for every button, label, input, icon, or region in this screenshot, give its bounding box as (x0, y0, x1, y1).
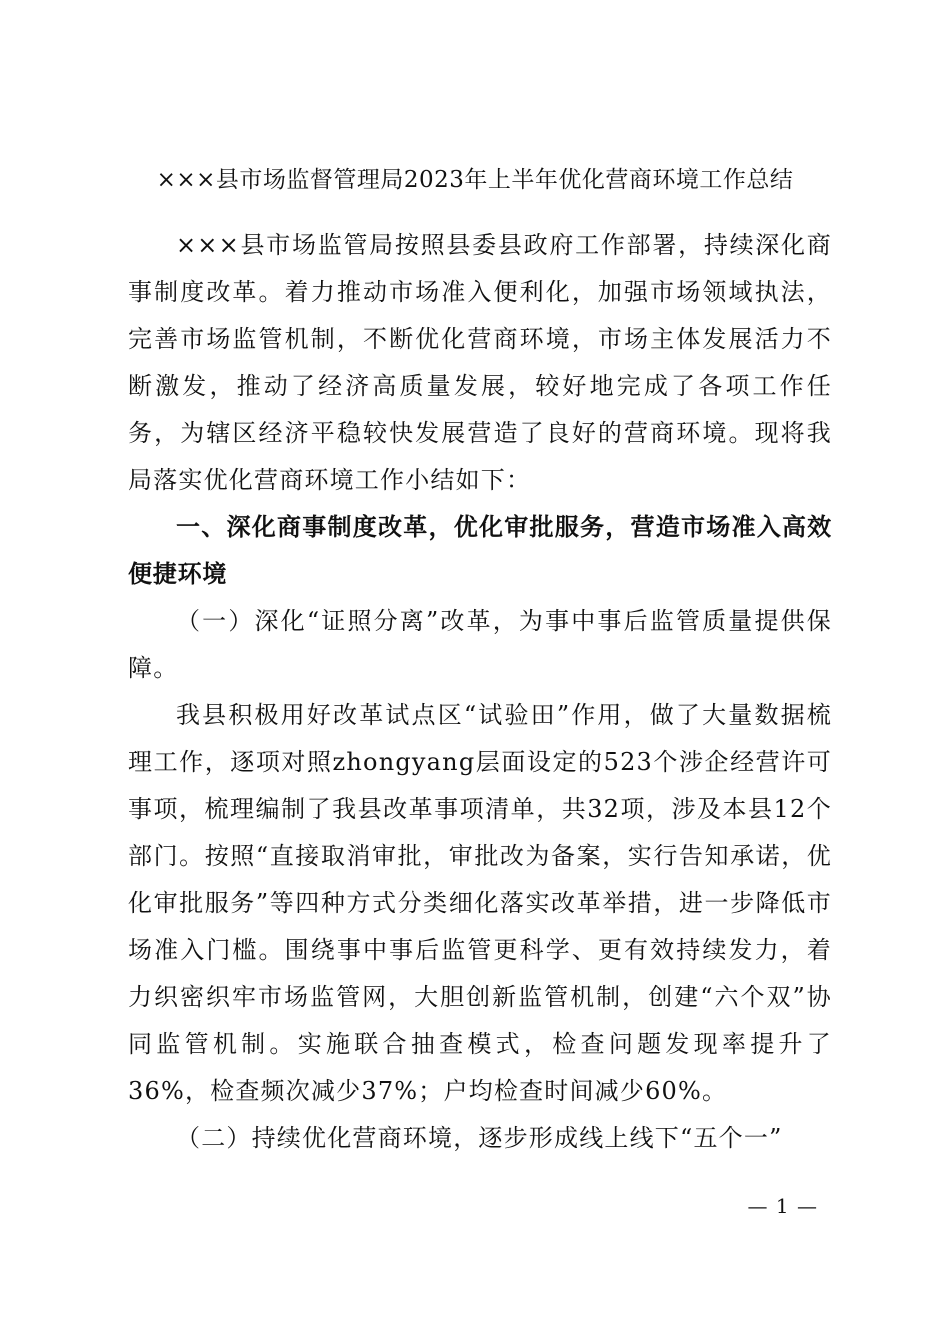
intro-paragraph: ×××县市场监管局按照县委县政府工作部署，持续深化商事制度改革。着力推动市场准入便利化，加强市场领域执法，完善市场监管机制，不断优化营商环境，市场主体发展活力不断激发，推动了经济高质量发展，较好地完成了各项工作任务，为辖区经济平稳较快发展营造了良好的营商环境。现将我局落实优化营商环境工作小结如下： (128, 231, 832, 494)
page-number: — 1 — (747, 1194, 818, 1218)
subsection-1-heading: （一）深化“证照分离”改革，为事中事后监管质量提供保障。 (128, 607, 832, 682)
section-1-heading: 一、深化商事制度改革，优化审批服务，营造市场准入高效便捷环境 (128, 513, 832, 588)
document-title: ×××县市场监督管理局2023年上半年优化营商环境工作总结 (156, 167, 794, 193)
subsection-2-heading: （二）持续优化营商环境，逐步形成线上线下“五个一” (176, 1124, 783, 1152)
document-body (128, 222, 832, 1162)
subsection-1-paragraph: 我县积极用好改革试点区“试验田”作用，做了大量数据梳理工作，逐项对照zhongyang层面设定的523个涉企经营许可事项，梳理编制了我县改革事项清单，共32项，涉及本县12个部门。按照“直接取消审批，审批改为备案，实行告知承诺，优化审批服务”等四种方式分类细化落实改革举措，进一步降低市场准入门槛。围绕事中事后监管更科学、更有效持续发力，着力织密织牢市场监管网，大胆创新监管机制，创建“六个双”协同监管机制。实施联合抽查模式，检查问题发现率提升了36%，检查频次减少37%；户均检查时间减少60%。 (128, 701, 832, 1105)
